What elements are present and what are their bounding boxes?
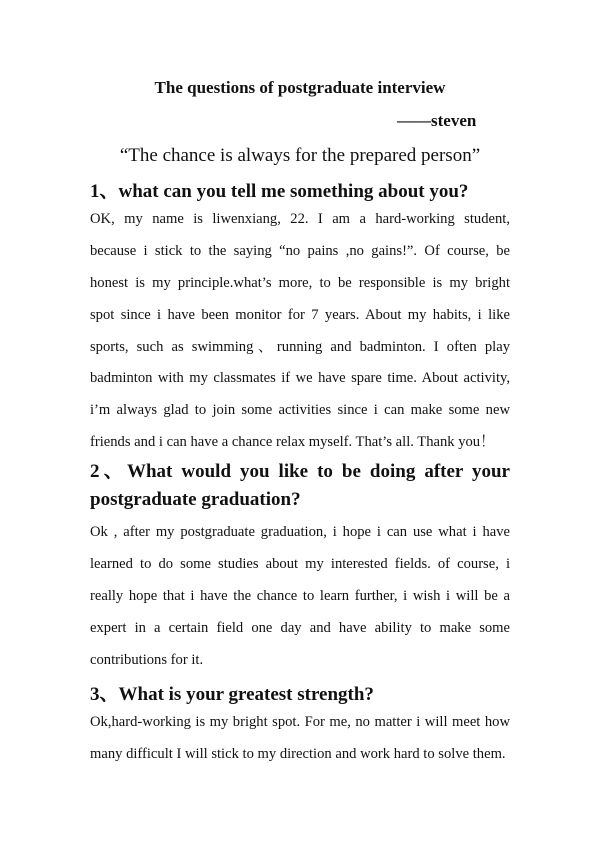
question-3-heading: 3、What is your greatest strength? [90,684,374,705]
answer-1-paragraph [90,204,510,459]
answer-2-line: Ok , after my postgraduate graduation, i hope i can use what i have [90,524,510,540]
motto-quote: “The chance is always for the prepared person” [119,145,481,166]
answer-1-line: badminton with my classmates if we have spare time. About activity, [90,370,510,387]
answer-1-line: honest is my principle.what’s more, to be responsible is my bright [90,274,510,291]
question-2-heading-line: postgraduate graduation? [90,489,301,510]
answer-2-line: really hope that i have the chance to learn further, i wish i will be a [90,587,510,604]
question-2-heading-line: 2、What would you like to be doing after your [90,461,510,482]
question-1-heading: 1、what can you tell me something about you? [90,181,469,202]
answer-1-line: i’m always glad to join some activities since i can make some new [90,402,510,419]
answer-3-line: many difficult I will stick to my direction and work hard to solve them. [90,745,506,762]
answer-2-line: learned to do some studies about my interested fields. of course, i [90,555,510,572]
answer-1-line: OK, my name is liwenxiang, 22. I am a hard-working student, [90,211,510,227]
answer-1-line: friends and i can have a chance relax myself. That’s all. Thank you！ [90,434,495,451]
answer-1-line: because i stick to the saying “no pains ,no gains!”. Of course, be [90,242,510,259]
answer-3-line: Ok,hard-working is my bright spot. For me, no matter i will meet how [90,714,510,730]
answer-1-line: spot since i have been monitor for 7 years. About my habits, i like [90,306,510,323]
answer-2-line: contributions for it. [90,651,204,668]
answer-2-paragraph [90,517,510,676]
document-title: The questions of postgraduate interview [154,78,446,97]
answer-2-line: expert in a certain field one day and have ability to make some [90,619,510,636]
author-signature: ——steven [397,111,477,130]
answer-3-paragraph [90,707,510,771]
answer-1-line: sports, such as swimming、running and badminton. I often play [90,338,510,355]
question-2-heading [90,456,510,511]
